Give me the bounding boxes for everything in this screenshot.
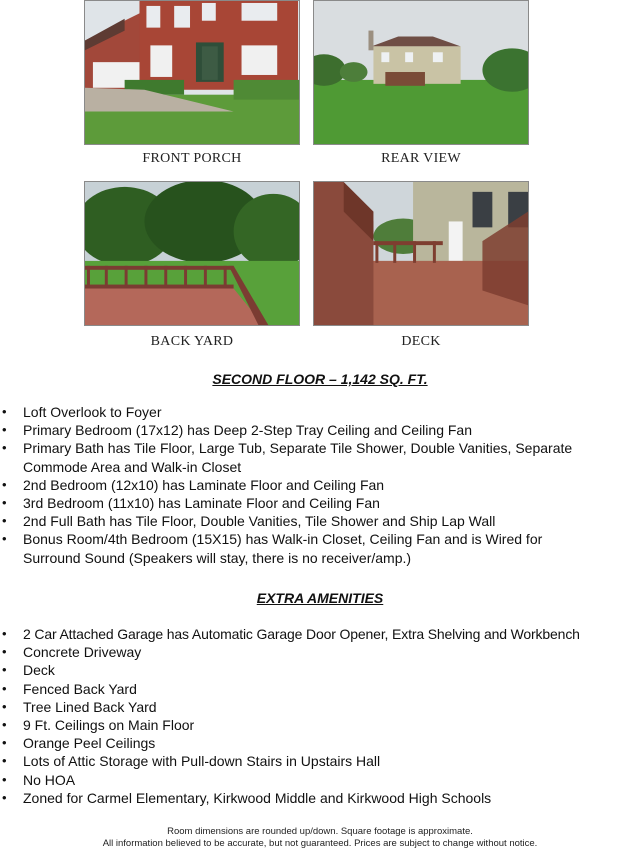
list-item: • Lots of Attic Storage with Pull-down Stairs in Upstairs Hall [0,752,640,770]
list-item: • Bonus Room/4th Bedroom (15X15) has Walk-in Closet, Ceiling Fan and is Wired for Surround Sound (Speakers will stay, there is no receiver/amp.) [0,530,640,566]
second-floor-list [0,403,640,567]
list-item: • Tree Lined Back Yard [0,698,640,716]
rear-view-photo [313,0,529,145]
list-item: • Loft Overlook to Foyer [0,403,640,421]
list-item: • Orange Peel Ceilings [0,734,640,752]
front-porch-photo [84,0,300,145]
list-item: • Zoned for Carmel Elementary, Kirkwood Middle and Kirkwood High Schools [0,789,640,807]
list-item: • Fenced Back Yard [0,680,640,698]
list-item: • 2 Car Attached Garage has Automatic Garage Door Opener, Extra Shelving and Workbench [0,625,640,643]
list-item: • 9 Ft. Ceilings on Main Floor [0,716,640,734]
front-porch-caption: FRONT PORCH [142,151,242,166]
list-item: • No HOA [0,771,640,789]
list-item: • Primary Bedroom (17x12) has Deep 2-Step Tray Ceiling and Ceiling Fan [0,421,640,439]
disclaimer-line-1: Room dimensions are rounded up/down. Square footage is approximate. [167,826,473,837]
disclaimer-line-2: All information believed to be accurate, but not guaranteed. Prices are subject to change without notice. [102,837,538,849]
extra-amenities-title: EXTRA AMENITIES [256,590,384,606]
extra-amenities-list [0,625,640,807]
list-item: • Concrete Driveway [0,643,640,661]
list-item: • Deck [0,661,640,679]
disclaimer-footer [0,826,640,849]
list-item: • Primary Bath has Tile Floor, Large Tub, Separate Tile Shower, Double Vanities, Separate Commode Area and Walk-in Closet [0,439,640,475]
deck-photo [313,181,529,326]
deck-caption: DECK [401,334,441,349]
list-item: • 2nd Bedroom (12x10) has Laminate Floor and Ceiling Fan [0,476,640,494]
back-yard-photo [84,181,300,326]
list-item: • 2nd Full Bath has Tile Floor, Double Vanities, Tile Shower and Ship Lap Wall [0,512,640,530]
list-item: • 3rd Bedroom (11x10) has Laminate Floor and Ceiling Fan [0,494,640,512]
second-floor-title: SECOND FLOOR – 1,142 SQ. FT. [212,371,428,387]
back-yard-caption: BACK YARD [150,334,234,349]
rear-view-caption: REAR VIEW [381,151,461,166]
